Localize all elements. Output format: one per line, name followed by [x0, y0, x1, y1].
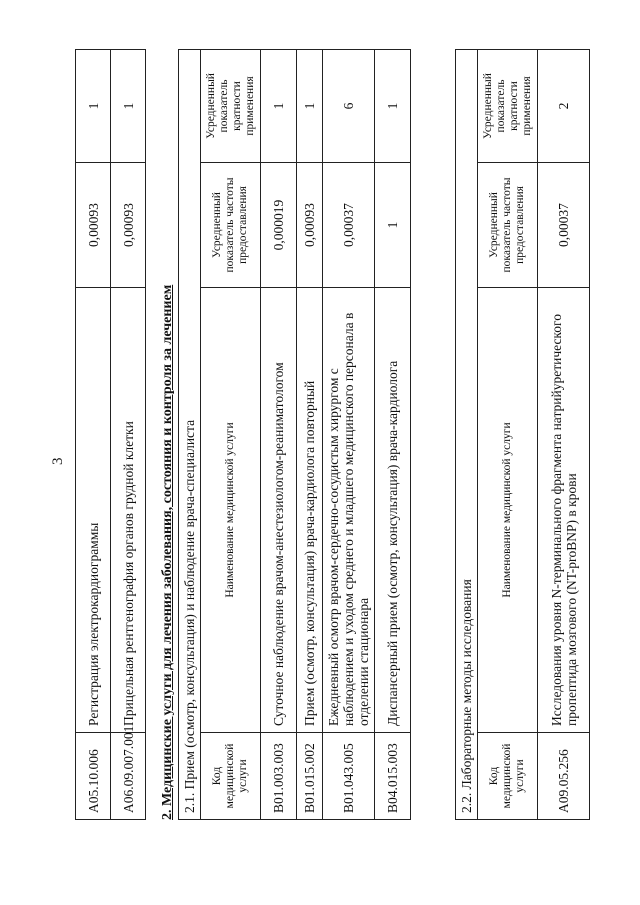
table-2-2-block — [455, 50, 590, 820]
header-frequency: Усредненный показатель частоты предоставления — [201, 163, 261, 288]
service-name: Прицельная рентгенография органов грудной клетки — [111, 288, 146, 733]
table-subtitle-row — [179, 49, 201, 819]
table-2-1 — [178, 49, 411, 820]
frequency-value: 0,00093 — [111, 163, 146, 288]
table-subtitle: 2.1. Прием (осмотр, консультация) и наблюдение врача-специалиста — [179, 49, 201, 819]
multiplicity-value: 6 — [323, 49, 375, 162]
frequency-value: 0,00093 — [297, 163, 323, 288]
service-name: Регистрация электрокардиограммы — [76, 288, 111, 733]
multiplicity-value: 1 — [76, 50, 111, 163]
service-code: B01.043.005 — [323, 733, 375, 820]
page-number: 3 — [50, 457, 66, 465]
header-code: Код медицинской услуги — [478, 733, 538, 820]
header-multiplicity: Усредненный показатель кратности применения — [201, 49, 261, 162]
table-row — [261, 49, 297, 819]
table-subtitle-row — [456, 49, 478, 819]
table-header-row — [201, 49, 261, 819]
table-header-row — [478, 49, 538, 819]
header-frequency: Усредненный показатель частоты предоставления — [478, 163, 538, 288]
header-code: Код медицинской услуги — [201, 733, 261, 820]
table-row — [297, 49, 323, 819]
top-table-block — [75, 50, 146, 820]
multiplicity-value: 1 — [375, 49, 411, 162]
table-2-1-block — [178, 50, 411, 820]
frequency-value: 0,00037 — [538, 163, 590, 288]
header-name: Наименование медицинской услуги — [478, 288, 538, 733]
frequency-value: 1 — [375, 163, 411, 288]
table-row — [76, 50, 111, 820]
table-row — [538, 49, 590, 819]
service-code: A05.10.006 — [76, 733, 111, 820]
service-name: Диспансерный прием (осмотр, консультация) врача-кардиолога — [375, 288, 411, 733]
table-row — [111, 50, 146, 820]
table-row — [323, 49, 375, 819]
service-name: Исследования уровня N-терминального фрагмента натрийуретического пропептида мозгового (NT-proBNP) в крови — [538, 288, 590, 733]
section-2-title: 2. Медицинские услуги для лечения заболевания, состояния и контроля за лечением — [160, 284, 175, 820]
frequency-value: 0,00037 — [323, 163, 375, 288]
table-row — [375, 49, 411, 819]
table-subtitle: 2.2. Лабораторные методы исследования — [456, 49, 478, 819]
frequency-value: 0,000019 — [261, 163, 297, 288]
service-code: B01.015.002 — [297, 733, 323, 820]
multiplicity-value: 1 — [261, 49, 297, 162]
service-code: A09.05.256 — [538, 733, 590, 820]
header-name: Наименование медицинской услуги — [201, 288, 261, 733]
service-code: B04.015.003 — [375, 733, 411, 820]
service-name: Прием (осмотр, консультация) врача-кардиолога повторный — [297, 288, 323, 733]
multiplicity-value: 1 — [297, 49, 323, 162]
service-name: Ежедневный осмотр врачом-сердечно-сосудистым хирургом с наблюдением и уходом среднего и младшего медицинского персонала в отделении стационара — [323, 288, 375, 733]
service-name: Суточное наблюдение врачом-анестезиологом-реаниматологом — [261, 288, 297, 733]
top-table — [75, 49, 146, 820]
header-multiplicity: Усредненный показатель кратности применения — [478, 49, 538, 162]
service-code: A06.09.007.001 — [111, 733, 146, 820]
frequency-value: 0,00093 — [76, 163, 111, 288]
service-code: B01.003.003 — [261, 733, 297, 820]
multiplicity-value: 1 — [111, 50, 146, 163]
table-2-2 — [455, 49, 590, 820]
multiplicity-value: 2 — [538, 49, 590, 162]
